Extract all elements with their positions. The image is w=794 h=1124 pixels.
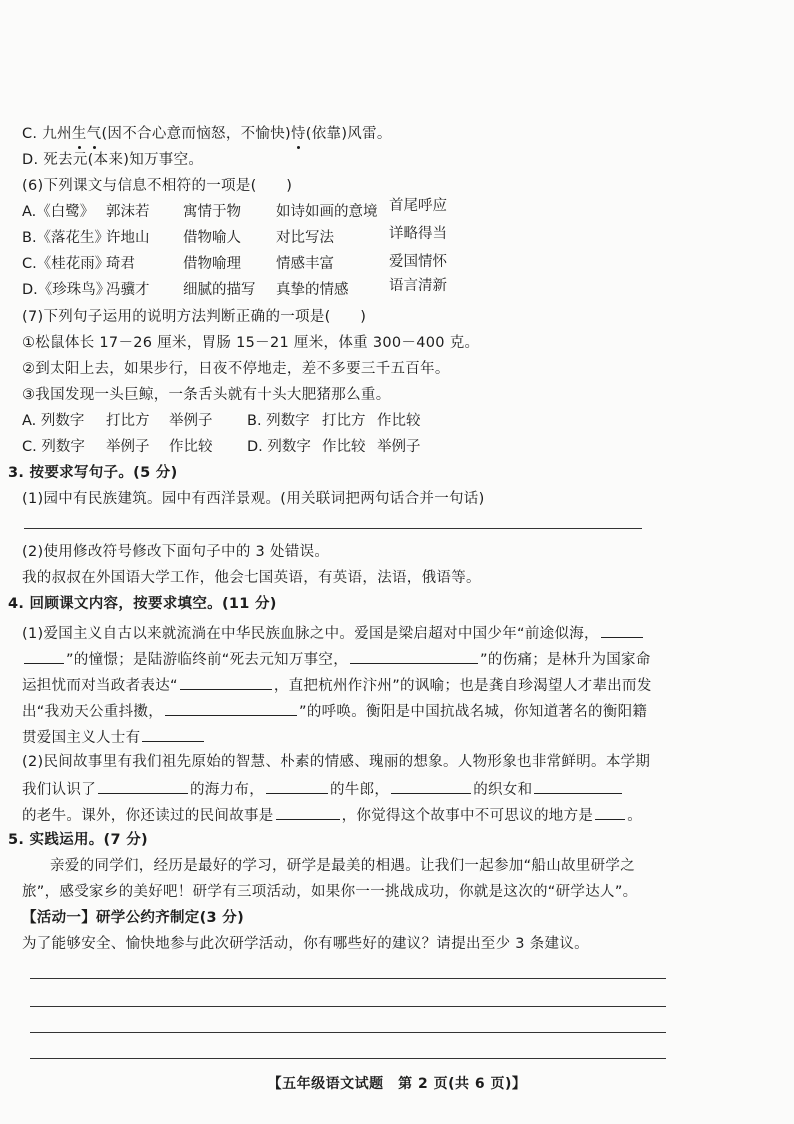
activity-one-question: 为了能够安全、愉快地参与此次研学活动，你有哪些好的建议？请提出至少 3 条建议。 — [22, 936, 589, 952]
option-c-line: C. 九州生气(因不合心意而恼怒，不愉快)恃(依靠)风雷。 — [22, 126, 392, 142]
q4-line-3: 运担忧而对当政者表达“ ，直把杭州作汴州”的讽喻；也是龚自珍渴望人才辈出而发 — [22, 674, 652, 696]
q6-cell: 郭沫若 — [106, 204, 150, 220]
q6-cell: 情感丰富 — [276, 256, 334, 272]
answer-line[interactable] — [30, 1058, 666, 1059]
dotted-char: 气 — [86, 126, 102, 142]
q3-part2-sentence: 我的叔叔在外国语大学工作，他会七国英语，有英语，法语，俄语等。 — [22, 570, 481, 586]
activity-one-title: 【活动一】研学公约齐制定(3 分) — [22, 910, 244, 926]
fill-blank[interactable] — [266, 778, 328, 794]
q6-cell: B.《落花生》 — [22, 230, 110, 246]
q7-stem: (7)下列句子运用的说明方法判断正确的一项是( ) — [22, 309, 367, 325]
q4-line-1: (1)爱国主义自古以来就流淌在中华民族血脉之中。爱国是梁启超对中国少年“前途似海， — [22, 622, 645, 644]
q4-line-6: (2)民间故事里有我们祖先原始的智慧、朴素的情感、瑰丽的想象。人物形象也非常鲜明。本学期 — [22, 754, 651, 770]
q6-cell: D.《珍珠鸟》 — [22, 282, 111, 298]
q3-title: 3. 按要求写句子。(5 分) — [8, 465, 178, 481]
q6-cell: 借物喻理 — [183, 256, 241, 272]
dotted-char: 恃 — [290, 126, 306, 142]
q6-cell: 寓情于物 — [183, 204, 241, 220]
q3-part1: (1)园中有民族建筑。园中有西洋景观。(用关联词把两句话合并一句话) — [22, 491, 485, 507]
q6-cell: 借物喻人 — [183, 230, 241, 246]
fill-blank[interactable] — [276, 804, 340, 820]
page-footer: 【五年级语文试题 第 2 页(共 6 页)】 — [267, 1076, 527, 1092]
answer-line[interactable] — [24, 528, 642, 529]
q4-title: 4. 回顾课文内容，按要求填空。(11 分) — [8, 596, 277, 612]
q6-cell: 真挚的情感 — [276, 282, 349, 298]
q6-cell: 首尾呼应 — [389, 198, 447, 214]
q4-line-4: 出“我劝天公重抖擞， ”的呼唤。衡阳是中国抗战名城，你知道著名的衡阳籍 — [22, 700, 647, 722]
q6-cell: A.《白鹭》 — [22, 204, 95, 220]
q4-line-5: 贯爱国主义人士有 — [22, 726, 206, 748]
q6-cell: 语言清新 — [389, 278, 447, 294]
q6-cell: 对比写法 — [276, 230, 334, 246]
q6-cell: 如诗如画的意境 — [276, 204, 378, 220]
q4-line-8: 的老牛。课外，你还读过的民间故事是 ，你觉得这个故事中不可思议的地方是 。 — [22, 804, 642, 826]
fill-blank[interactable] — [142, 726, 204, 742]
q6-stem: (6)下列课文与信息不相符的一项是( ) — [22, 178, 293, 194]
fill-blank[interactable] — [98, 778, 188, 794]
q6-cell: 琦君 — [106, 256, 135, 272]
fill-blank[interactable] — [350, 648, 478, 664]
answer-line[interactable] — [30, 1006, 666, 1007]
q6-cell: 细腻的描写 — [183, 282, 256, 298]
fill-blank[interactable] — [165, 700, 297, 716]
q5-title: 5. 实践运用。(7 分) — [8, 832, 148, 848]
q6-cell: C.《桂花雨》 — [22, 256, 110, 272]
q5-intro-2: 旅”，感受家乡的美好吧！研学有三项活动，如果你一一挑战成功，你就是这次的“研学达人”。 — [22, 884, 638, 900]
fill-blank[interactable] — [534, 778, 622, 794]
exam-page: C. 九州生气(因不合心意而恼怒，不愉快)恃(依靠)风雷。 D. 死去元(本来)知万事空。 (6)下列课文与信息不相符的一项是( ) A.《白鹭》 郭沫若 寓情于物 如诗如画的意境 首尾呼应 B.《落花生》 许地山 借物喻人 对比写法 详略得当 C.《桂花雨》 琦君 借物喻理 情感丰富 爱国情怀 D.《珍珠鸟》 冯骥才 细腻的描写 真挚的情感 语言清新 (7)下列句子运用的说明方法判断正确的一项是( ) ①松鼠体长 17－26 厘米，胃肠 15－21 厘米，体重 300－400 克。 ②到太阳上去，如果步行，日夜不停地走，差不多要三千五百年。 ③我国发现一头巨鲸，一条舌头就有十头大肥猪那么重。 A. 列数字 打比方 举例子 B. 列数字 打比方 作比较 C. 列数字 举例子 作比较 D. 列数字 作比较 举例子 3. 按要求写句子。(5 分) (1)园中有民族建筑。园中有西洋景观。(用关联词把两句话合并一句话) (2)使用修改符号修改下面句子中的 3 处错误。 我的叔叔在外国语大学工作，他会七国英语，有英语，法语，俄语等。 4. 回顾课文内容，按要求填空。(11 分) (1)爱国主义自古以来就流淌在中华民族血脉之中。爱国是梁启超对中国少年“前途似海， ”的憧憬；是陆游临终前“死去元知万事空， ”的伤痛；是林升为国家命 运担忧而对当政者表达“ ，直把杭州作汴州”的讽喻；也是龚自珍渴望人才辈出而发 出“我劝天公重抖擞， ”的呼唤。衡阳是中国抗战名城，你知道著名的衡阳籍 贯爱国主义人士有 (2)民间故事里有我们祖先原始的智慧、朴素的情感、瑰丽的想象。人物形象也非常鲜明。本学期 我们认识了 的海力布， 的牛郎， 的织女和 的老牛。课外，你还读过的民间故事是 ，你觉得这个故事中不可思议的地方是 。 5. 实践运用。(7 分) 亲爱的同学们，经历是最好的学习，研学是最美的相遇。让我们一起参加“船山故里研学之 旅”，感受家乡的美好吧！研学有三项活动，如果你一一挑战成功，你就是这次的“研学达人”。 【活动一】研学公约齐制定(3 分) 为了能够安全、愉快地参与此次研学活动，你有哪些好的建议？请提出至少 3 条建议。 【五年级语文试题 第 2 页(共 6 页)】 — [0, 0, 794, 1124]
answer-line[interactable] — [30, 1032, 666, 1033]
q6-cell: 爱国情怀 — [389, 254, 447, 270]
q5-intro-1: 亲爱的同学们，经历是最好的学习，研学是最美的相遇。让我们一起参加“船山故里研学之 — [50, 858, 636, 874]
q6-cell: 详略得当 — [389, 226, 447, 242]
q7-sentence-2: ②到太阳上去，如果步行，日夜不停地走，差不多要三千五百年。 — [22, 361, 450, 377]
answer-line[interactable] — [30, 978, 666, 979]
q4-line-7: 我们认识了 的海力布， 的牛郎， 的织女和 — [22, 778, 624, 800]
fill-blank[interactable] — [601, 622, 643, 638]
fill-blank[interactable] — [24, 648, 64, 664]
fill-blank[interactable] — [595, 804, 625, 820]
option-d-line: D. 死去元(本来)知万事空。 — [22, 152, 204, 168]
q6-cell: 许地山 — [106, 230, 150, 246]
q7-sentence-3: ③我国发现一头巨鲸，一条舌头就有十头大肥猪那么重。 — [22, 387, 391, 403]
fill-blank[interactable] — [180, 674, 272, 690]
q7-sentence-1: ①松鼠体长 17－26 厘米，胃肠 15－21 厘米，体重 300－400 克。 — [22, 335, 480, 351]
q4-line-2: ”的憧憬；是陆游临终前“死去元知万事空， ”的伤痛；是林升为国家命 — [22, 648, 651, 670]
q6-cell: 冯骥才 — [106, 282, 150, 298]
q3-part2: (2)使用修改符号修改下面句子中的 3 处错误。 — [22, 544, 330, 560]
dotted-char: 生 — [71, 126, 87, 142]
fill-blank[interactable] — [391, 778, 471, 794]
